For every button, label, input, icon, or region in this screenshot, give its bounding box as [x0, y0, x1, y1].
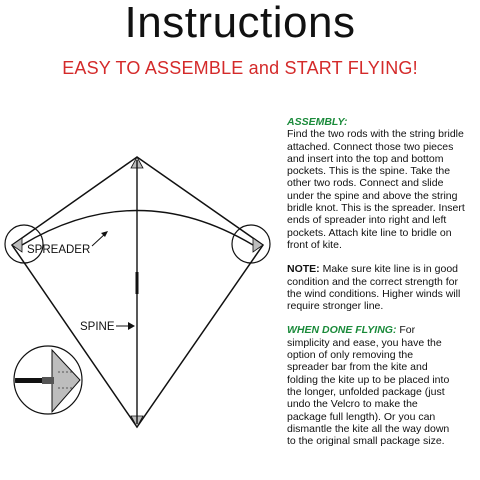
text-line: folding the kite up to be placed into [287, 373, 450, 386]
text-line: simplicity and ease, you have the [287, 336, 442, 349]
assembly-body [287, 128, 477, 251]
spine-arrowhead [128, 322, 135, 330]
text-line: other two rods. Connect and slide [287, 177, 444, 190]
when-done-heading: WHEN DONE FLYING: [287, 324, 397, 337]
spreader-label: SPREADER [27, 244, 91, 256]
text-line: to the original small package size. [287, 435, 445, 448]
when-done-first-line: For [396, 324, 416, 337]
page-title: Instructions [124, 0, 356, 47]
text-line: pockets. This is the spine. Take the [287, 165, 451, 178]
assembly-heading: ASSEMBLY: [287, 116, 348, 128]
spine-connector [136, 272, 139, 294]
text-line: condition and the correct strength for [287, 275, 459, 288]
text-line: undo the Velcro to make the [287, 398, 418, 411]
pocket-detail-inset [14, 346, 82, 414]
text-line: require stronger line. [287, 300, 384, 313]
text-line: dismantle the kite all the way down [287, 422, 450, 435]
text-line: package full length). Or you can [287, 410, 436, 423]
text-line: spreader bar from the kite and [287, 361, 428, 374]
text-line: attached. Connect those two pieces [287, 140, 454, 153]
text-line: bridle knot. This is the spreader. Insert [287, 202, 465, 215]
note-label: NOTE: [287, 263, 320, 276]
note-section [287, 263, 477, 312]
when-done-body [287, 337, 477, 448]
left-pocket [12, 238, 22, 252]
text-line: Find the two rods with the string bridle [287, 128, 464, 141]
assembly-section [287, 116, 477, 251]
text-line: option of only removing the [287, 349, 414, 362]
note-body [287, 276, 477, 313]
text-line: the longer, unfolded package (just [287, 385, 445, 398]
text-line: pockets. Attach kite line to bridle on [287, 226, 452, 239]
page-subtitle: EASY TO ASSEMBLE and START FLYING! [62, 58, 418, 78]
spine-label: SPINE [80, 321, 115, 333]
text-line: under the spine and above the string [287, 189, 458, 202]
text-line: the wind conditions. Higher winds will [287, 287, 461, 300]
text-line: and insert into the top and bottom [287, 152, 444, 165]
when-done-section [287, 324, 477, 447]
instructions-panel [287, 116, 477, 447]
right-pocket [253, 238, 263, 252]
text-line: front of kite. [287, 238, 342, 251]
text-line: ends of spreader into right and left [287, 214, 447, 227]
note-first-line: Make sure kite line is in good [319, 263, 458, 276]
